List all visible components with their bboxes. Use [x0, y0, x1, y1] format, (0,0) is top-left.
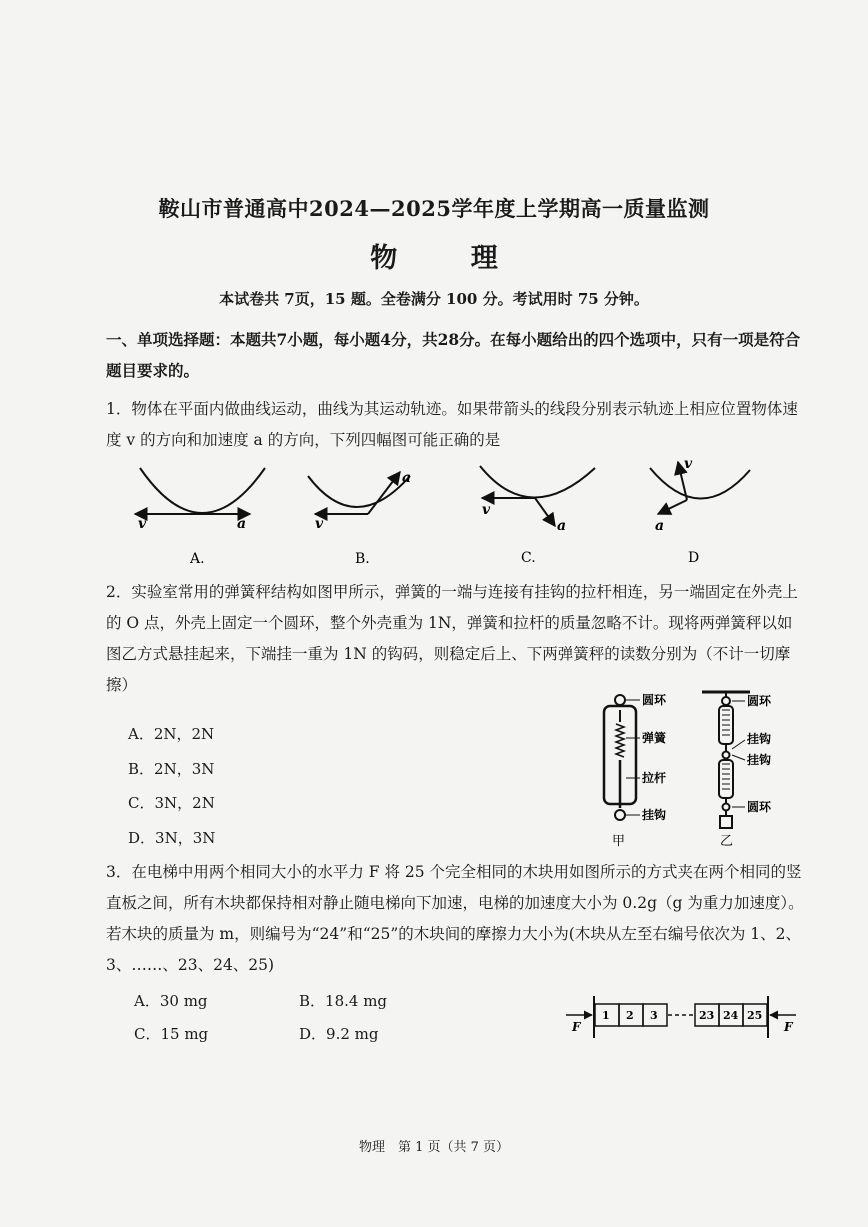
q3-option-c: C．15 mg	[134, 1025, 209, 1043]
block-24: 24	[723, 1009, 739, 1022]
block-25: 25	[747, 1009, 763, 1022]
jia-spring-label: 弹簧	[642, 731, 667, 745]
yi-hook1-label: 挂钩	[747, 732, 772, 746]
fig-b-a-label: a	[402, 470, 412, 486]
fig-b-v-label: v	[315, 516, 324, 532]
fig-d-v-label: v	[684, 458, 693, 472]
option-d-label: D	[688, 550, 700, 566]
fig-c-a-label: a	[557, 518, 567, 534]
page-footer: 物理 第 1 页（共 7 页）	[358, 1140, 510, 1155]
figure-a	[135, 468, 265, 567]
block-1: 1	[602, 1009, 610, 1022]
yi-ring-top-label: 圆环	[747, 694, 772, 708]
exam-info: 本试卷共 7页，15 题。全卷满分 100 分。考试用时 75 分钟。	[219, 290, 649, 308]
jia-caption: 甲	[612, 834, 626, 849]
figure-c	[480, 466, 595, 566]
question-3-stem: 3．在电梯中用两个相同大小的水平力 F 将 25 个完全相同的木块用如图所示的方式夹在两个相同的竖直板之间，所有木块都保持相对静止随电梯向下加速，电梯的加速度大小为 0.2g（g 为重力加速度）。若木块的质量为 m，则编号为“24”和“25”的木块间的摩擦力大小为(木块从左至右编号依次为 1、2、3、……、23、24、25)	[106, 863, 804, 974]
jia-hook-label: 挂钩	[642, 808, 667, 822]
question-2-stem: 2．实验室常用的弹簧秤结构如图甲所示，弹簧的一端与连接有挂钩的拉杆相连，另一端固定在外壳上的 O 点，外壳上固定一个圆环，整个外壳重为 1N，弹簧和拉杆的质量忽略不计。现将两弹簧秤以如图乙方式悬挂起来，下端挂一重为 1N 的钩码，则稳定后上、下两弹簧秤的读数分别为（不计一切摩擦）	[106, 583, 798, 694]
yi-caption: 乙	[720, 834, 734, 849]
option-b-label: B.	[355, 551, 370, 567]
q2-option-a: A．2N，2N	[128, 725, 215, 743]
fig-a-v-label: v	[138, 516, 147, 532]
q1-figures	[110, 458, 790, 568]
jia-ring-label: 圆环	[642, 693, 667, 707]
figure-b	[308, 470, 411, 567]
section-heading: 一、单项选择题：本题共7小题，每小题4分，共28分。在每小题给出的四个选项中，只有一项是符合题目要求的。	[106, 330, 801, 380]
q3-option-a: A．30 mg	[134, 992, 208, 1010]
exam-title: 鞍山市普通高中2024—2025学年度上学期高一质量监测	[158, 196, 710, 221]
fig-d-a-label: a	[655, 518, 665, 534]
q3-block-figure	[560, 994, 800, 1040]
yi-ring-bottom-label: 圆环	[747, 800, 772, 814]
option-a-label: A.	[190, 551, 205, 567]
force-left-label: F	[572, 1020, 581, 1034]
q2-option-d: D．3N，3N	[128, 829, 216, 847]
q3-option-d: D．9.2 mg	[299, 1025, 379, 1043]
q2-option-b: B．2N，3N	[128, 760, 215, 778]
q2-option-c: C．3N，2N	[128, 794, 215, 812]
block-2: 2	[626, 1009, 634, 1022]
q3-option-b: B．18.4 mg	[299, 992, 388, 1010]
spring-scale-figure-jia	[604, 692, 667, 849]
q2-figures	[590, 690, 800, 850]
yi-hook2-label: 挂钩	[747, 753, 772, 767]
block-23: 23	[699, 1009, 715, 1022]
spring-scale-figure-yi	[702, 692, 772, 849]
option-c-label: C.	[521, 550, 536, 566]
question-1-stem: 1．物体在平面内做曲线运动，曲线为其运动轨迹。如果带箭头的线段分别表示轨迹上相应位置物体速度 v 的方向和加速度 a 的方向，下列四幅图可能正确的是	[106, 400, 798, 449]
jia-rod-label: 拉杆	[642, 771, 667, 785]
figure-d	[650, 458, 750, 566]
fig-c-v-label: v	[482, 502, 491, 518]
force-right-label: F	[784, 1020, 793, 1034]
fig-a-a-label: a	[237, 516, 247, 532]
subject-title: 物 理	[370, 243, 530, 274]
block-3: 3	[650, 1009, 658, 1022]
